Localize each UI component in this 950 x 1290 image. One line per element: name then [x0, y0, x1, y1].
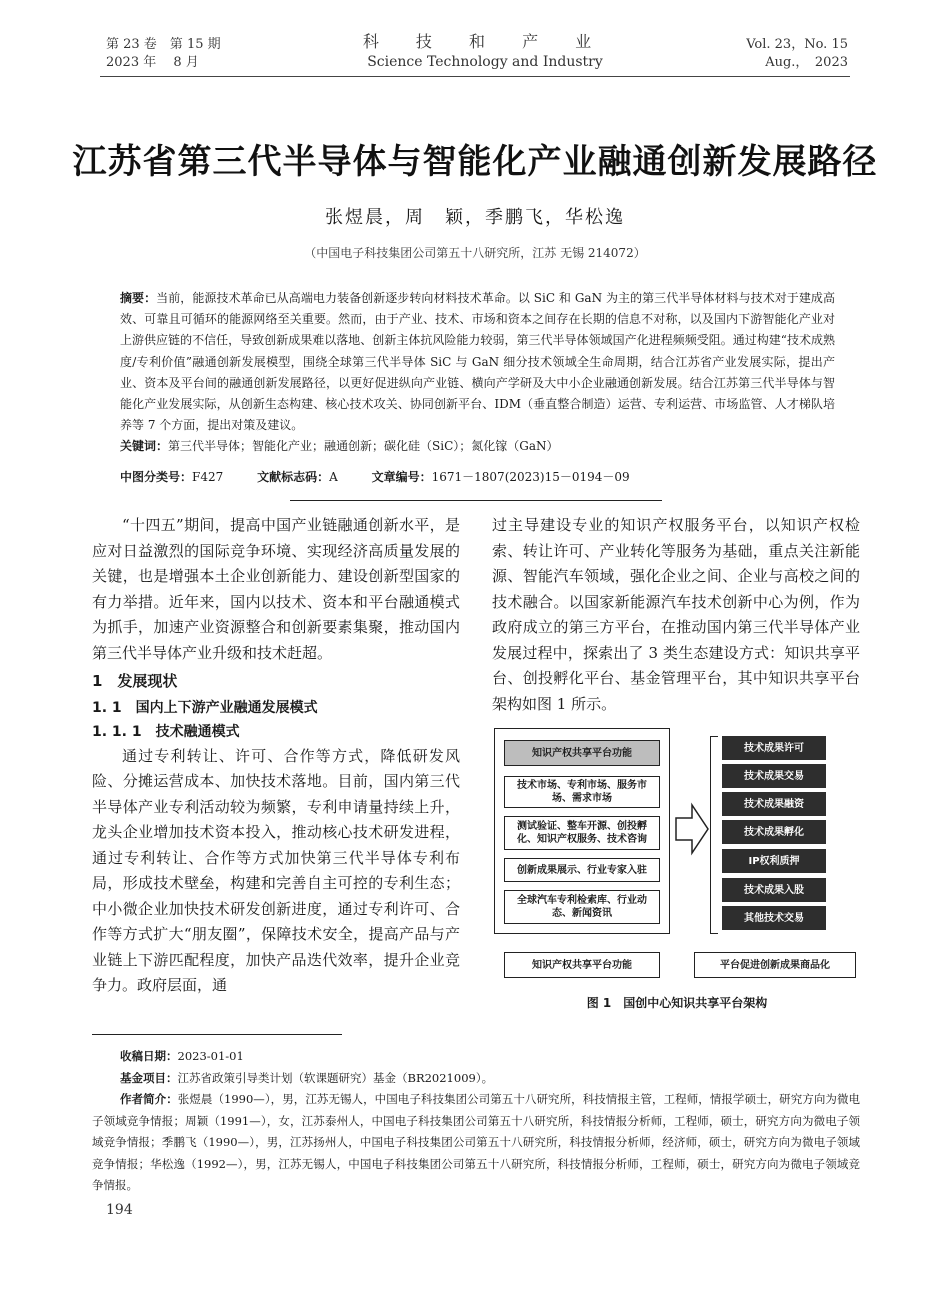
- clc-label: 中图分类号：: [120, 470, 193, 484]
- journal-volume-en: [746, 36, 848, 72]
- abstract-rule: [290, 500, 662, 501]
- outcome-box-4: 技术成果孵化: [722, 820, 826, 844]
- keywords: 第三代半导体；智能化产业；融通创新；碳化硅（SiC）；氮化镓（GaN）: [168, 439, 559, 454]
- abstract-label: 摘要：: [120, 291, 157, 305]
- author-bio-label: 作者简介：: [120, 1092, 178, 1106]
- outcome-box-1: 技术成果许可: [722, 736, 826, 760]
- fund-label: 基金项目：: [120, 1070, 178, 1085]
- volume-issue: 第 23 卷 第 15 期: [106, 37, 221, 52]
- date-en: Aug.， 2023: [765, 55, 848, 70]
- page-number: 194: [106, 1202, 133, 1218]
- journal-volume-issue: [106, 36, 221, 72]
- fund-text: 江苏省政策引导类计划（软课题研究）基金（BR2021009）。: [177, 1070, 494, 1085]
- header-rule: [100, 76, 850, 77]
- journal-name: [340, 32, 630, 72]
- author-bio-text: 张煜晨（1990—），男，江苏无锡人，中国电子科技集团公司第五十八研究所，科技情报主管，工程师，情报学硕士，研究方向为微电子领域竞争情报；周颖（1991—），女，江苏泰州人，中国电子科技集团公司第五十八研究所，科技情报分析师，工程师，硕士，研究方向为微电子领域竞争情报；季鹏飞（1990—），男，江苏扬州人，中国电子科技集团公司第五十八研究所，科技情报分析师，经济师，硕士，研究方向为微电子领域竞争情报；华松逸（1992—），男，江苏无锡人，中国电子科技集团公司第五十八研究所，科技情报分析师，工程师，硕士，研究方向为微电子领域竞争情报。: [92, 1092, 861, 1192]
- article-number-label: 文章编号：: [371, 470, 432, 484]
- footnotes: [92, 1046, 860, 1197]
- paper-title: 江苏省第三代半导体与智能化产业融通创新发展路径: [72, 142, 878, 182]
- function-box-1: 技术市场、专利市场、服务市场、需求市场: [504, 776, 660, 808]
- function-box-3: 创新成果展示、行业专家入驻: [504, 858, 660, 882]
- function-box-4: 全球汽车专利检索库、行业动态、新闻资讯: [504, 890, 660, 924]
- outcomes-bracket: [710, 736, 718, 934]
- body-paragraph-continued: 过主导建设专业的知识产权服务平台，以知识产权检索、转让许可、产业转化等服务为基础，重点关注新能源、智能汽车领域，强化企业之间、企业与高校之间的技术融合。以国家新能源汽车技术创新中心为例，作为政府成立的第三方平台，在推动国内第三代半导体产业发展过程中，探索出了 3 类生态建设方式：知识共享平台、创投孵化平台、基金管理平台，其中知识共享平台架构如图 1 所示。: [492, 516, 860, 713]
- subsubsection-heading: 1. 1. 1 技术融通模式: [92, 723, 240, 740]
- function-box-2: 测试验证、整车开源、创投孵化、知识产权服务、技术咨询: [504, 816, 660, 850]
- doc-code-label: 文献标志码：: [257, 470, 330, 484]
- doc-code: A: [329, 470, 338, 484]
- right-arrow-icon: [674, 802, 710, 856]
- received-date: 2023-01-01: [177, 1049, 244, 1063]
- volume-en: Vol. 23，No. 15: [746, 37, 848, 52]
- article-number: 1671－1807(2023)15－0194－09: [431, 470, 630, 484]
- outcome-box-7: 其他技术交易: [722, 906, 826, 930]
- outcome-box-6: 技术成果入股: [722, 878, 826, 902]
- section-heading: 1 发展现状: [92, 672, 178, 690]
- subsection-heading: 1. 1 国内上下游产业融通发展模式: [92, 699, 318, 716]
- abstract: [120, 288, 835, 458]
- left-column: [92, 513, 460, 999]
- body-paragraph: 通过专利转让、许可、合作等方式，降低研发风险、分摊运营成本、加快技术落地。目前，国内第三代半导体产业专利活动较为频繁，专利申请量持续上升，龙头企业增加技术资本投入，推动核心技术研发进程，通过专利转让、合作等方式加快第三代半导体专利布局，形成技术壁垒，构建和完善自主可控的专利生态；中小微企业加快技术研发创新进度，通过专利许可、合作等方式扩大“朋友圈”，保障技术安全，提高产品与产业链上下游匹配程度，加快产品迭代效率，提升企业竞争力。政府层面，通: [92, 746, 460, 994]
- journal-name-en: Science Technology and Industry: [367, 54, 603, 70]
- footnote-rule: [92, 1034, 342, 1035]
- abstract-text: 当前，能源技术革命已从高端电力装备创新逐步转向材料技术革命。以 SiC 和 GaN 为主的第三代半导体材料与技术对于建成高效、可靠且可循环的能源网络至关重要。然而，由于产业、技术、市场和资本之间存在长期的信息不对称，以及国内下游智能化产业对上游供应链的不信任，导致创新成果难以落地、创新主体抗风险能力较弱，第三代半导体领域国产化进程频频受阻。通过构建“技术成熟度/专利价值”融通创新发展模型，围绕全球第三代半导体 SiC 与 GaN 细分技术领域全生命周期，结合江苏省产业发展实际，提出产业、资本及平台间的融通创新发展路径，以更好促进纵向产业链、横向产学研及大中小企业融通创新发展。结合江苏第三代半导体与智能化产业发展实际，从创新生态构建、核心技术攻关、协同创新平台、IDM（垂直整合制造）运营、专利运营、市场监管、人才梯队培养等 7 个方面，提出对策及建议。: [120, 291, 835, 433]
- paper-authors: 张煜晨，周 颖，季鹏飞，华松逸: [325, 207, 625, 228]
- figure-1-diagram: [494, 728, 860, 980]
- right-column: [492, 513, 860, 717]
- affiliation: （中国电子科技集团公司第五十八研究所，江苏 无锡 214072）: [304, 246, 646, 260]
- platform-functions-header: 知识产权共享平台功能: [504, 740, 660, 766]
- journal-name-cn: 科 技 和 产 业: [362, 32, 608, 51]
- clc-code: F427: [192, 470, 224, 484]
- received-label: 收稿日期：: [120, 1049, 178, 1063]
- intro-paragraph: “十四五”期间，提高中国产业链融通创新水平，是应对日益激烈的国际竞争环境、实现经济高质量发展的关键，也是增强本土企业创新能力、建设创新型国家的有力举措。近年来，国内以技术、资本和平台融通模式为抓手，加速产业资源整合和创新要素集聚，推动国内第三代半导体产业升级和技术赶超。: [92, 516, 460, 662]
- bottom-label-left: 知识产权共享平台功能: [504, 952, 660, 978]
- classification-row: [120, 468, 660, 485]
- keywords-label: 关键词：: [120, 439, 169, 454]
- outcome-box-5: IP权利质押: [722, 849, 826, 873]
- outcome-box-2: 技术成果交易: [722, 764, 826, 788]
- figure-caption: 图 1 国创中心知识共享平台架构: [586, 996, 768, 1010]
- outcome-box-3: 技术成果融资: [722, 792, 826, 816]
- bottom-label-right: 平台促进创新成果商品化: [694, 952, 856, 978]
- year-month: 2023 年 8 月: [106, 55, 199, 70]
